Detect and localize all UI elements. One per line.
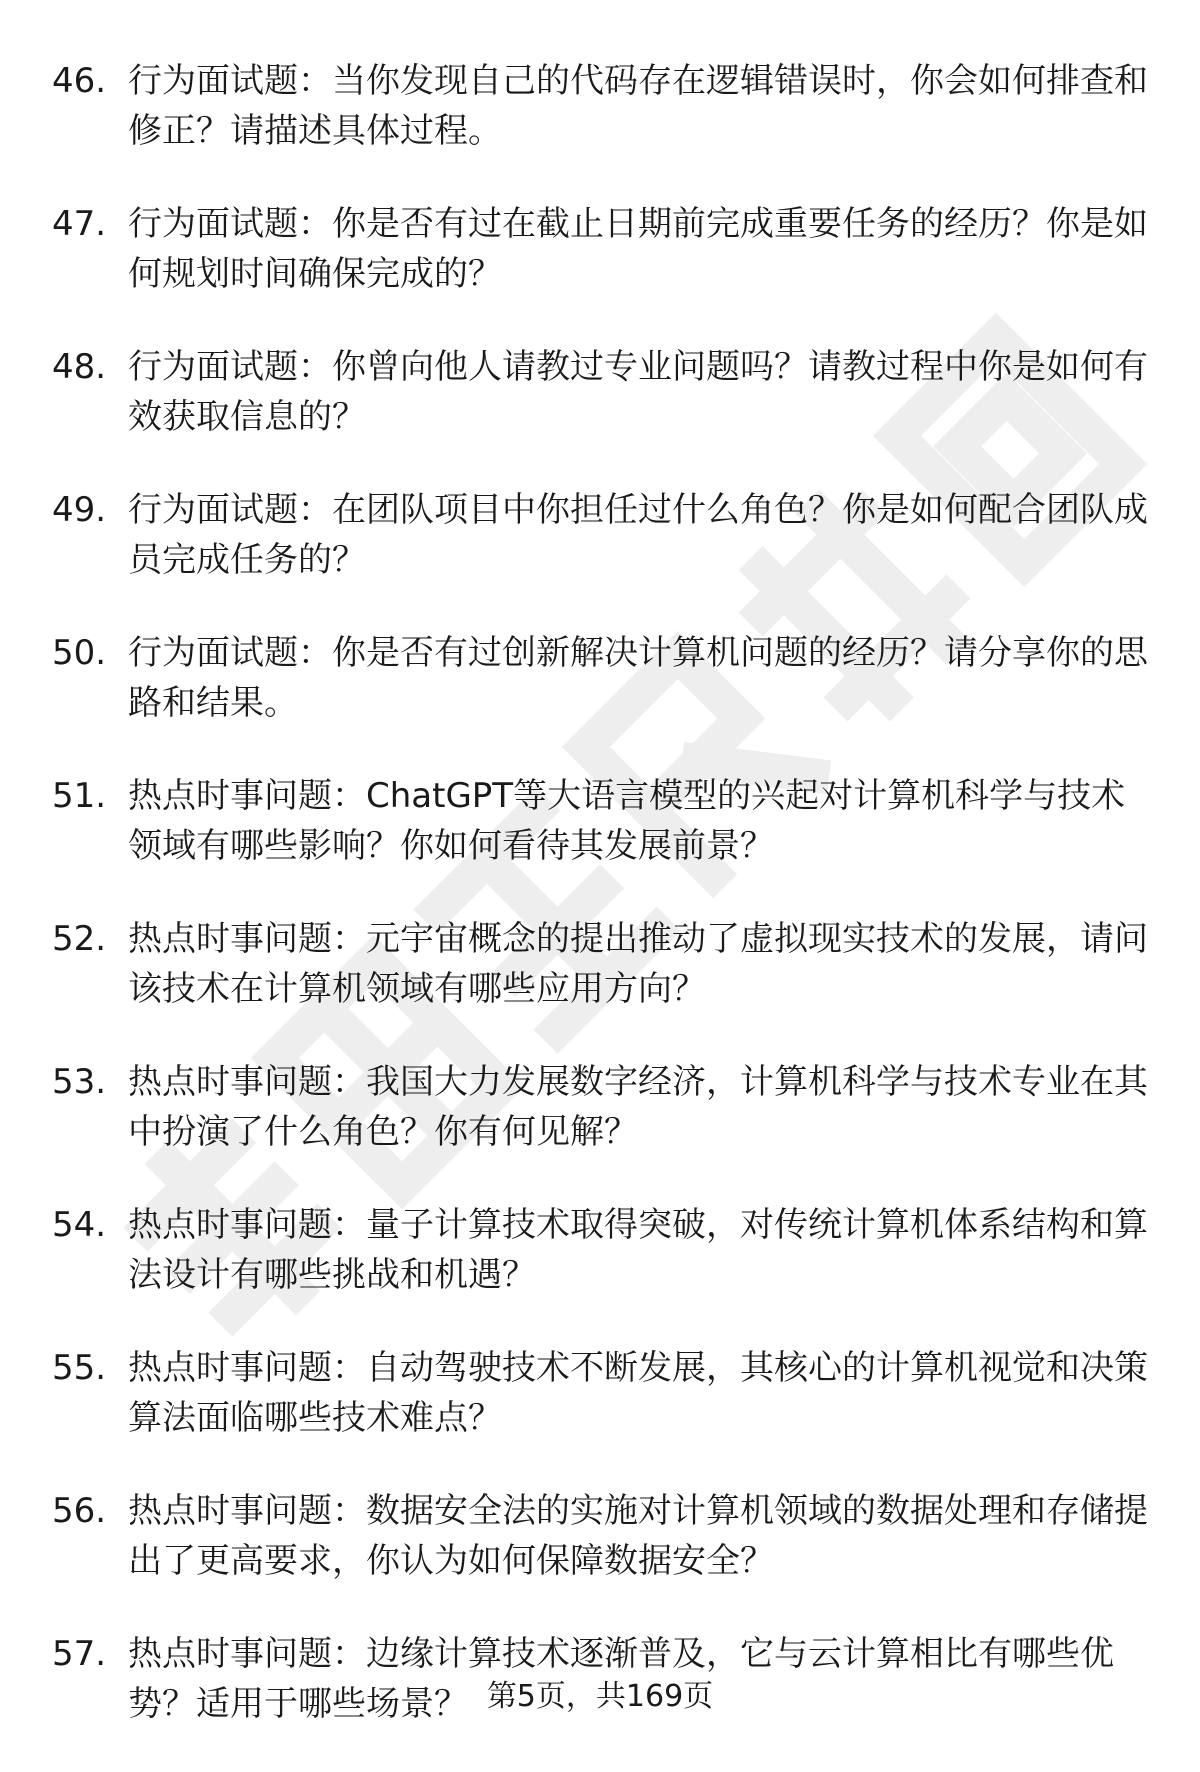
question-number: 47. <box>52 204 107 244</box>
question-text: 行为面试题：你是否有过在截止日期前完成重要任务的经历？你是如何规划时间确保完成的？ <box>128 204 1148 294</box>
question-number: 56. <box>52 1491 107 1531</box>
list-item <box>52 56 1152 156</box>
question-text: 热点时事问题：数据安全法的实施对计算机领域的数据处理和存储提出了更高要求，你认为如何保障数据安全？ <box>128 1491 1148 1581</box>
question-text: 行为面试题：在团队项目中你担任过什么角色？你是如何配合团队成员完成任务的？ <box>128 490 1148 580</box>
question-number: 57. <box>52 1634 107 1674</box>
list-item <box>52 914 1152 1014</box>
list-item <box>52 1343 1152 1443</box>
question-number: 51. <box>52 776 107 816</box>
question-number: 55. <box>52 1348 107 1388</box>
question-number: 53. <box>52 1062 107 1102</box>
question-number: 50. <box>52 633 107 673</box>
question-text: 行为面试题：你是否有过创新解决计算机问题的经历？请分享你的思路和结果。 <box>128 633 1148 723</box>
list-item <box>52 485 1152 585</box>
question-number: 48. <box>52 347 107 387</box>
list-item <box>52 1486 1152 1586</box>
question-list <box>52 56 1152 1772</box>
list-item <box>52 1057 1152 1157</box>
list-item <box>52 1200 1152 1300</box>
question-text: 热点时事问题：元宇宙概念的提出推动了虚拟现实技术的发展，请问该技术在计算机领域有哪些应用方向？ <box>128 919 1148 1009</box>
question-number: 49. <box>52 490 107 530</box>
page-footer <box>0 1677 1200 1717</box>
question-text: 热点时事问题：自动驾驶技术不断发展，其核心的计算机视觉和决策算法面临哪些技术难点？ <box>128 1348 1148 1438</box>
page-number-label: 第5页，共169页 <box>486 1679 714 1714</box>
question-number: 46. <box>52 61 107 101</box>
question-number: 54. <box>52 1205 107 1245</box>
question-text: 热点时事问题：我国大力发展数字经济，计算机科学与技术专业在其中扮演了什么角色？你有何见解？ <box>128 1062 1148 1152</box>
list-item <box>52 628 1152 728</box>
question-text: 行为面试题：当你发现自己的代码存在逻辑错误时，你会如何排查和修正？请描述具体过程。 <box>128 61 1148 151</box>
question-text: 热点时事问题：ChatGPT等大语言模型的兴起对计算机科学与技术领域有哪些影响？你如何看待其发展前景？ <box>128 776 1126 866</box>
question-text: 热点时事问题：量子计算技术取得突破，对传统计算机体系结构和算法设计有哪些挑战和机遇？ <box>128 1205 1148 1295</box>
list-item <box>52 342 1152 442</box>
list-item <box>52 199 1152 299</box>
question-text: 行为面试题：你曾向他人请教过专业问题吗？请教过程中你是如何有效获取信息的？ <box>128 347 1148 437</box>
question-number: 52. <box>52 919 107 959</box>
question-text: 热点时事问题：边缘计算技术逐渐普及，它与云计算相比有哪些优势？适用于哪些场景？ <box>128 1634 1114 1724</box>
list-item <box>52 771 1152 871</box>
